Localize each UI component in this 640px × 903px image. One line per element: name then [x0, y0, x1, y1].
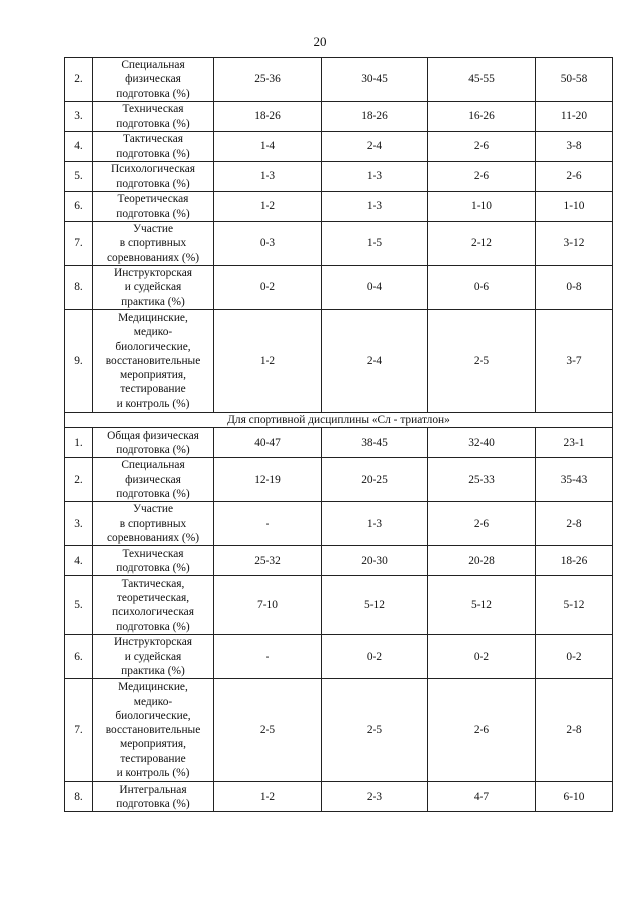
value-cell-stage-1: 2-5 [214, 679, 322, 782]
value-cell-stage-3: 0-6 [428, 266, 536, 310]
row-number: 4. [65, 132, 93, 162]
value-cell-stage-3: 0-2 [428, 635, 536, 679]
value-cell-stage-3: 4-7 [428, 782, 536, 812]
indicator-name: Участие в спортивных соревнованиях (%) [93, 502, 214, 546]
value-cell-stage-4: 5-12 [536, 576, 613, 635]
table-row [65, 132, 613, 162]
value-cell-stage-4: 6-10 [536, 782, 613, 812]
table-row [65, 222, 613, 266]
indicator-name: Тактическая, теоретическая, психологическая подготовка (%) [93, 576, 214, 635]
value-cell-stage-4: 0-2 [536, 635, 613, 679]
value-cell-stage-4: 23-1 [536, 428, 613, 458]
value-cell-stage-3: 20-28 [428, 546, 536, 576]
value-cell-stage-4: 18-26 [536, 546, 613, 576]
indicator-name: Интегральная подготовка (%) [93, 782, 214, 812]
row-number: 9. [65, 310, 93, 413]
value-cell-stage-3: 2-5 [428, 310, 536, 413]
table-row [65, 782, 613, 812]
table-row [65, 102, 613, 132]
value-cell-stage-4: 11-20 [536, 102, 613, 132]
table-row [65, 266, 613, 310]
indicator-name: Психологическая подготовка (%) [93, 162, 214, 192]
row-number: 8. [65, 266, 93, 310]
table-row [65, 546, 613, 576]
indicator-name: Техническая подготовка (%) [93, 102, 214, 132]
value-cell-stage-3: 32-40 [428, 428, 536, 458]
table-row [65, 635, 613, 679]
value-cell-stage-2: 2-4 [322, 310, 428, 413]
value-cell-stage-2: 20-25 [322, 458, 428, 502]
value-cell-stage-4: 35-43 [536, 458, 613, 502]
value-cell-stage-3: 1-10 [428, 192, 536, 222]
table-row [65, 458, 613, 502]
value-cell-stage-2: 30-45 [322, 58, 428, 102]
value-cell-stage-2: 0-4 [322, 266, 428, 310]
section-header-row [65, 413, 613, 428]
value-cell-stage-1: 40-47 [214, 428, 322, 458]
value-cell-stage-1: 0-2 [214, 266, 322, 310]
value-cell-stage-2: 1-5 [322, 222, 428, 266]
table-row [65, 428, 613, 458]
value-cell-stage-1: 25-32 [214, 546, 322, 576]
indicator-name: Инструкторская и судейская практика (%) [93, 635, 214, 679]
value-cell-stage-2: 1-3 [322, 162, 428, 192]
value-cell-stage-3: 25-33 [428, 458, 536, 502]
table-row [65, 502, 613, 546]
value-cell-stage-3: 2-6 [428, 162, 536, 192]
value-cell-stage-3: 2-12 [428, 222, 536, 266]
row-number: 2. [65, 458, 93, 502]
value-cell-stage-2: 20-30 [322, 546, 428, 576]
value-cell-stage-2: 18-26 [322, 102, 428, 132]
row-number: 6. [65, 635, 93, 679]
row-number: 3. [65, 102, 93, 132]
value-cell-stage-1: 7-10 [214, 576, 322, 635]
value-cell-stage-3: 2-6 [428, 132, 536, 162]
row-number: 5. [65, 576, 93, 635]
table-row [65, 310, 613, 413]
row-number: 2. [65, 58, 93, 102]
indicator-name: Теоретическая подготовка (%) [93, 192, 214, 222]
value-cell-stage-1: - [214, 635, 322, 679]
indicator-name: Тактическая подготовка (%) [93, 132, 214, 162]
table-row [65, 192, 613, 222]
table-row [65, 679, 613, 782]
table-row [65, 58, 613, 102]
row-number: 4. [65, 546, 93, 576]
indicator-name: Инструкторская и судейская практика (%) [93, 266, 214, 310]
table-row [65, 576, 613, 635]
value-cell-stage-4: 2-8 [536, 679, 613, 782]
row-number: 7. [65, 222, 93, 266]
indicator-name: Специальная физическая подготовка (%) [93, 58, 214, 102]
value-cell-stage-3: 16-26 [428, 102, 536, 132]
value-cell-stage-4: 3-8 [536, 132, 613, 162]
value-cell-stage-2: 5-12 [322, 576, 428, 635]
value-cell-stage-3: 2-6 [428, 502, 536, 546]
value-cell-stage-2: 2-3 [322, 782, 428, 812]
row-number: 6. [65, 192, 93, 222]
indicator-name: Медицинские, медико- биологические, восстановительные мероприятия, тестирование и контроль (%) [93, 310, 214, 413]
indicator-name: Техническая подготовка (%) [93, 546, 214, 576]
value-cell-stage-4: 0-8 [536, 266, 613, 310]
value-cell-stage-4: 1-10 [536, 192, 613, 222]
value-cell-stage-2: 1-3 [322, 502, 428, 546]
value-cell-stage-2: 0-2 [322, 635, 428, 679]
value-cell-stage-4: 2-8 [536, 502, 613, 546]
value-cell-stage-1: 12-19 [214, 458, 322, 502]
indicator-name: Специальная физическая подготовка (%) [93, 458, 214, 502]
value-cell-stage-4: 2-6 [536, 162, 613, 192]
value-cell-stage-1: 1-2 [214, 782, 322, 812]
value-cell-stage-2: 2-5 [322, 679, 428, 782]
value-cell-stage-4: 3-7 [536, 310, 613, 413]
row-number: 3. [65, 502, 93, 546]
value-cell-stage-1: 25-36 [214, 58, 322, 102]
value-cell-stage-1: - [214, 502, 322, 546]
row-number: 1. [65, 428, 93, 458]
value-cell-stage-2: 38-45 [322, 428, 428, 458]
page-number: 20 [313, 34, 327, 49]
value-cell-stage-1: 18-26 [214, 102, 322, 132]
value-cell-stage-1: 1-2 [214, 310, 322, 413]
row-number: 5. [65, 162, 93, 192]
value-cell-stage-1: 1-2 [214, 192, 322, 222]
value-cell-stage-3: 45-55 [428, 58, 536, 102]
table-row [65, 162, 613, 192]
value-cell-stage-2: 1-3 [322, 192, 428, 222]
indicator-name: Медицинские, медико- биологические, восстановительные мероприятия, тестирование и контроль (%) [93, 679, 214, 782]
value-cell-stage-3: 2-6 [428, 679, 536, 782]
value-cell-stage-1: 1-3 [214, 162, 322, 192]
row-number: 7. [65, 679, 93, 782]
value-cell-stage-4: 50-58 [536, 58, 613, 102]
value-cell-stage-4: 3-12 [536, 222, 613, 266]
row-number: 8. [65, 782, 93, 812]
value-cell-stage-3: 5-12 [428, 576, 536, 635]
value-cell-stage-2: 2-4 [322, 132, 428, 162]
indicator-name: Участие в спортивных соревнованиях (%) [93, 222, 214, 266]
section-title: Для спортивной дисциплины «Сл - триатлон» [65, 413, 613, 428]
value-cell-stage-1: 0-3 [214, 222, 322, 266]
value-cell-stage-1: 1-4 [214, 132, 322, 162]
training-ratio-table [64, 57, 613, 812]
indicator-name: Общая физическая подготовка (%) [93, 428, 214, 458]
